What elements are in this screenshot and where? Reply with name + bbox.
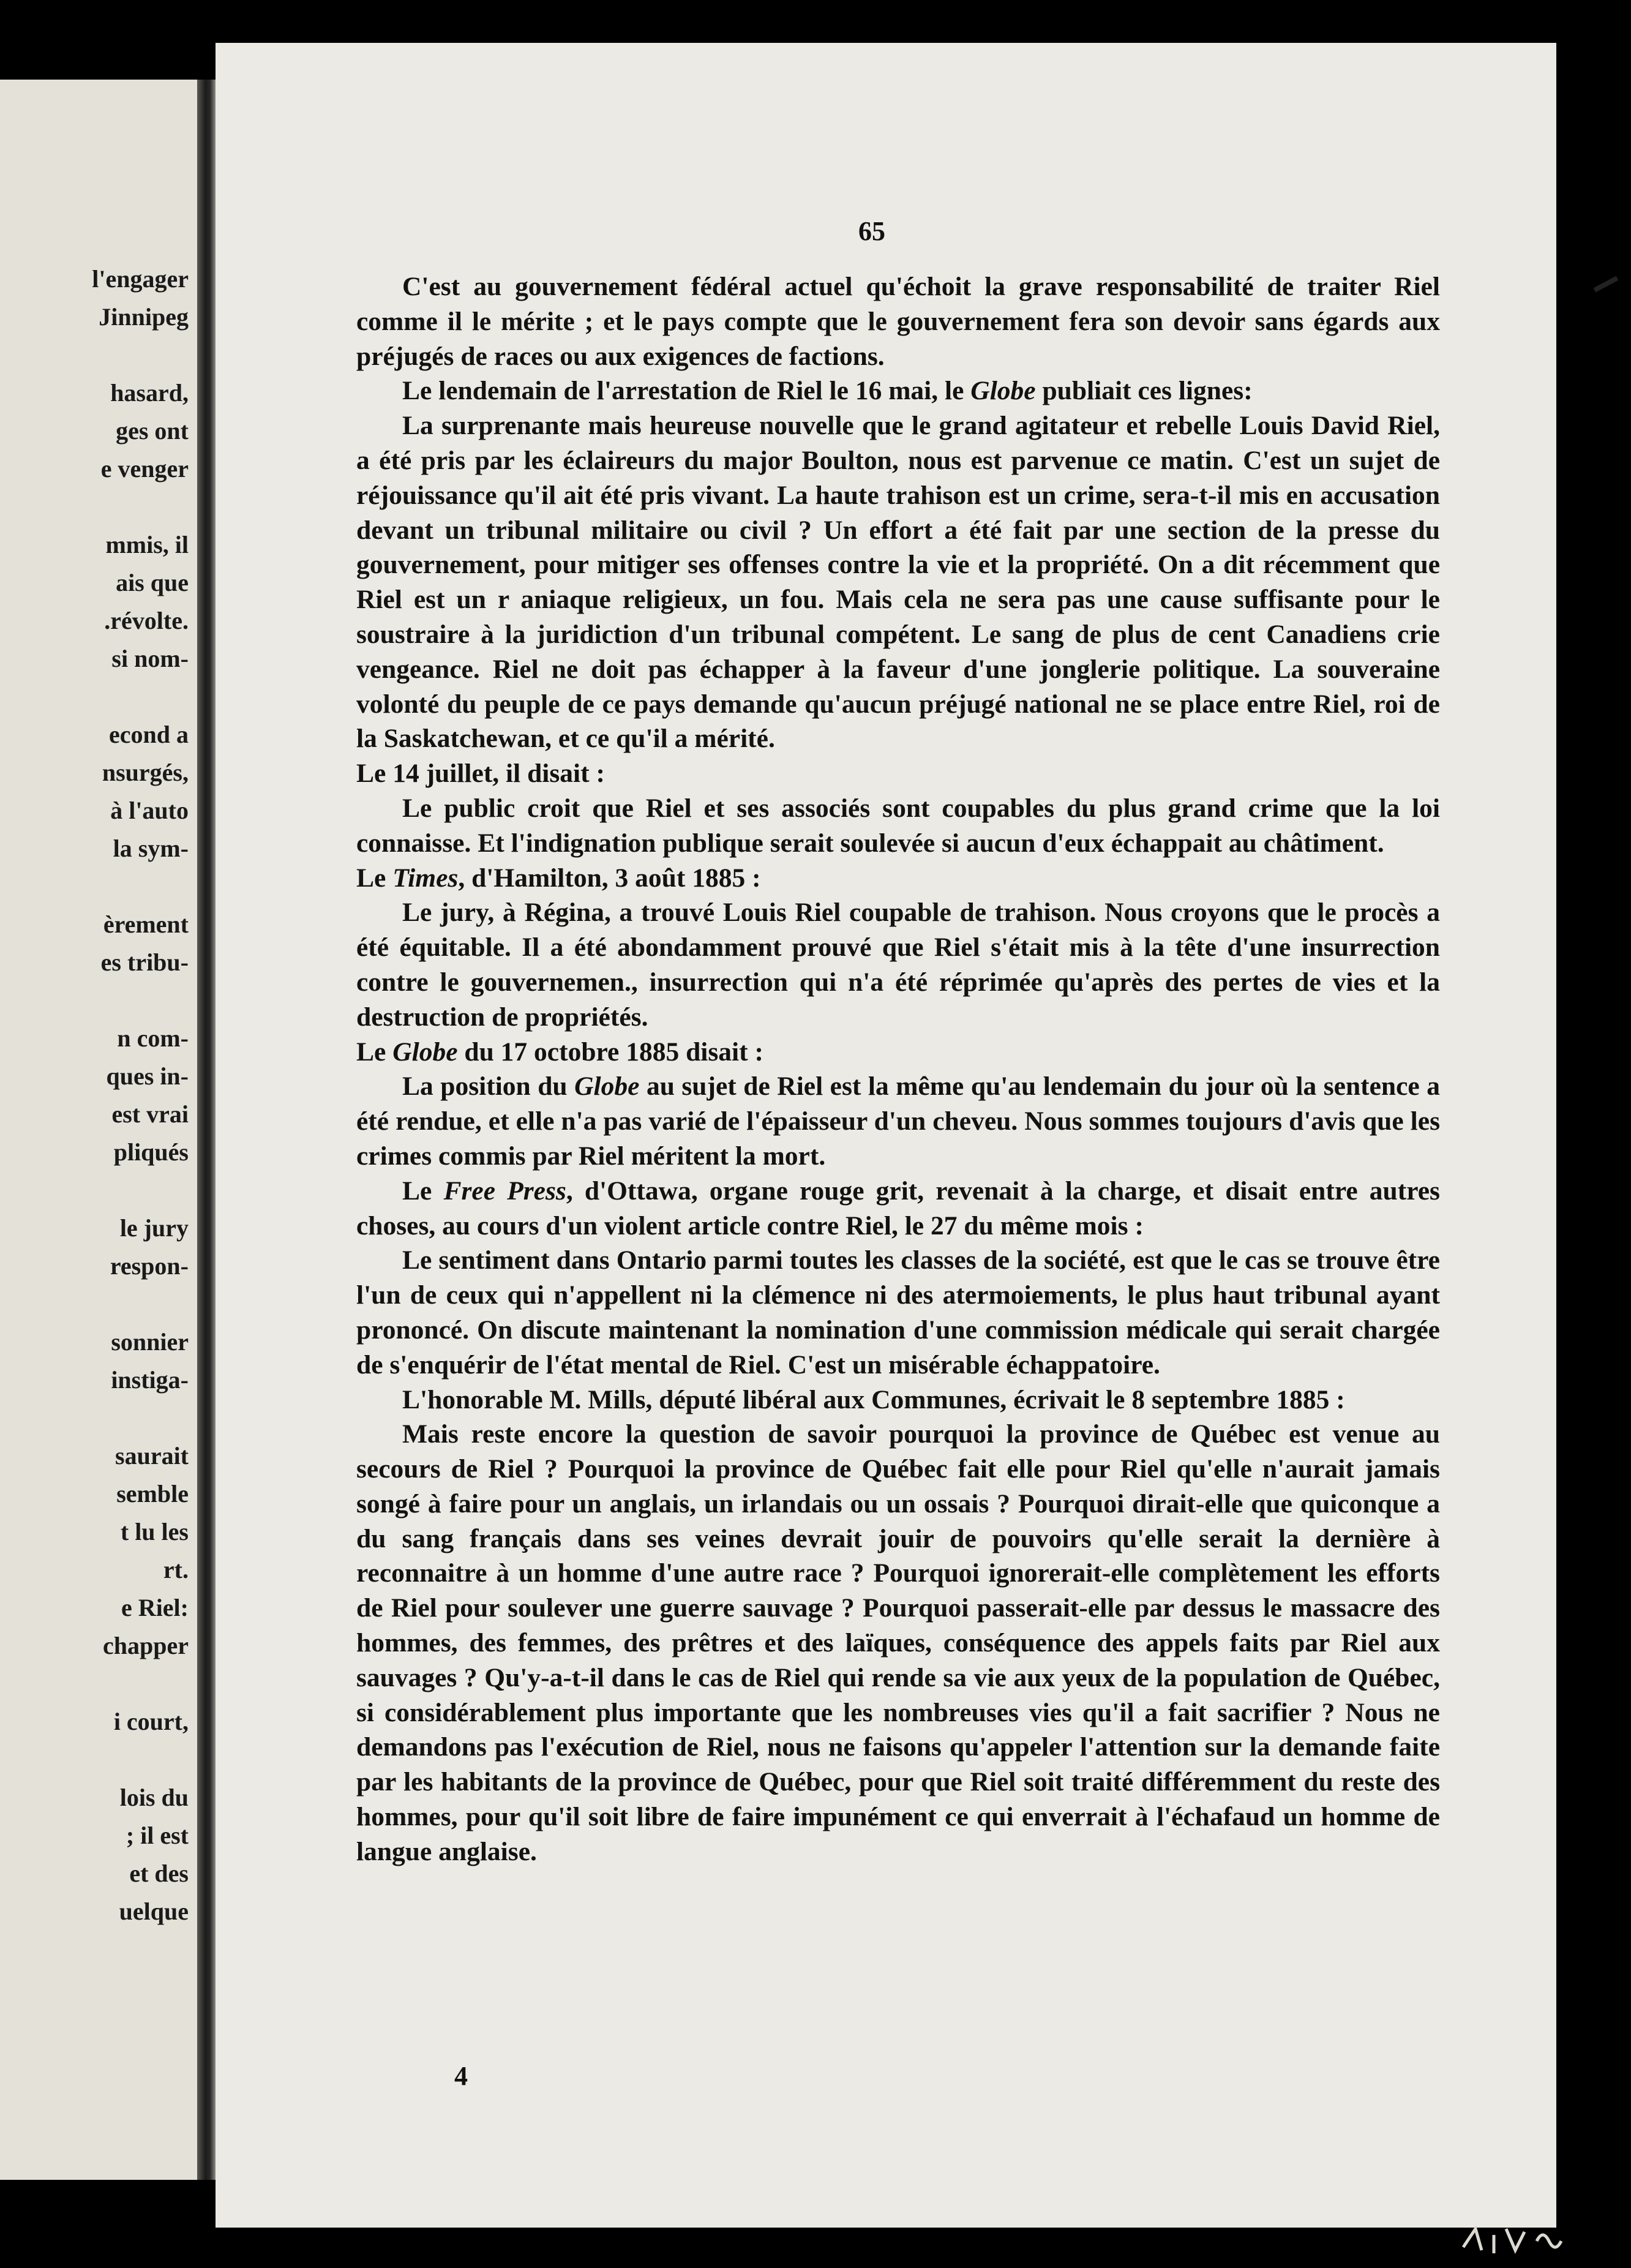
paragraph: La surprenante mais heureuse nouvelle que le grand agitateur et rebelle Louis David Riel, a été pris par les éclaireurs du major Boulton, nous est parvenue ce matin. C'est un sujet de réjouissance qu'il ait été pris vivant. La haute trahison est un crime, sera-t-il mis en accusation devant un tribunal militaire ou civil ? Un effort a été fait par une section de la presse du gouvernement, pour mitiger ses offenses contre la vie et la propriété. On a dit récemment que Riel est un r aniaque religieux, un fou. Mais cela ne sera pas une cause suffisante pour le soustraire à la juridiction d'un tribunal compétent. Le sang de plus de cent Canadiens crie vengeance. Riel ne doit pas échapper à la faveur d'une jonglerie politique. La souveraine volonté du peuple de ce pays demande qu'aucun préjugé national ne se place entre Riel, roi de la Saskatchewan, et ce qu'il a mérité. xyxy=(356,411,1440,754)
paragraph: Le 14 juillet, il disait : xyxy=(356,759,605,789)
italic-title: Globe xyxy=(970,376,1036,406)
left-fragment-line xyxy=(5,336,189,374)
paragraph: Mais reste encore la question de savoir pourquoi la province de Québec est venue au secours de Riel ? Pourquoi la province de Québec fait elle pour Riel qu'elle n'aurait jamais songé à faire pour un anglais, un irlandais ou un ossais ? Pourquoi dirait-elle que quiconque a du sang français dans ses veines devrait jouir de pouvoirs qu'elle serait la dernière à reconnaitre à un homme d'une autre race ? Pourquoi ignorerait-elle complètement les efforts de Riel pour soulever une guerre sauvage ? Pourquoi passerait-elle par dessus le massacre des hommes, des femmes, des prêtres et des laïques, conséquence des appels faits par Riel aux sauvages ? Qu'y-a-t-il dans le cas de Riel qui rende sa vie aux yeux de la population de Québec, si considérablement plus importante que les nombreuses vies qu'il a fait sacrifier ? Nous ne demandons pas l'exécution de Riel, nous ne faisons qu'appeler l'attention sur la demande faite par les habitants de la province de Québec, pour que Riel soit traité différemment du reste des hommes, pour qu'il soit libre de faire impunément ce qui enverrait à l'échafaud un homme de langue anglaise. xyxy=(356,1419,1440,1866)
paragraph: Le sentiment dans Ontario parmi toutes les classes de la société, est que le cas se trouve être l'un de ceux qui n'appellent ni la clémence ni des atermoiements, le plus haut tribunal ayant prononcé. On discute maintenant la nomination d'une commission médicale qui serait chargée de s'enquérir de l'état mental de Riel. C'est un misérable échappatoire. xyxy=(356,1245,1440,1380)
text-run: , d'Hamilton, 3 août 1885 : xyxy=(458,863,761,893)
left-fragment-line: le jury xyxy=(119,1214,189,1242)
page-number: 65 xyxy=(858,216,885,246)
left-fragment-line: i court, xyxy=(113,1708,189,1735)
left-fragment-line: Jinnipeg xyxy=(99,303,189,331)
left-fragment-line xyxy=(5,678,189,716)
left-fragment-line: ; il est xyxy=(126,1822,189,1849)
paragraph: C'est au gouvernement fédéral actuel qu'échoit la grave responsabilité de traiter Riel comme il le mérite ; et le pays compte que le gouvernement fera son devoir sans égards aux préjugés de races ou aux exigences de factions. xyxy=(356,272,1440,371)
text-run: Le xyxy=(356,863,393,893)
left-fragment-line: si nom- xyxy=(111,645,189,672)
left-fragment-line xyxy=(5,1399,189,1437)
paragraph xyxy=(356,374,1440,408)
paragraph: Le public croit que Riel et ses associés sont coupables du plus grand crime que la loi connaisse. Et l'indignation publique serait soulevée si aucun d'eux échappait au châtiment. xyxy=(356,793,1440,858)
left-fragment-line: e Riel: xyxy=(121,1594,189,1621)
left-fragment-line: l'engager xyxy=(92,265,189,293)
left-fragment-line: rt. xyxy=(163,1556,189,1583)
left-fragment-line: sonnier xyxy=(111,1328,189,1356)
left-fragment-line: mmis, il xyxy=(105,531,189,558)
pen-mark xyxy=(1594,276,1619,293)
left-fragment-line: hasard, xyxy=(110,379,189,407)
italic-title: Globe xyxy=(392,1037,458,1067)
left-fragment-line: ais que xyxy=(116,569,189,596)
left-fragment-line: n com- xyxy=(117,1024,189,1052)
left-fragment-line: t lu les xyxy=(120,1518,189,1545)
left-fragment-line: saurait xyxy=(115,1442,189,1470)
italic-title: Free Press xyxy=(443,1176,566,1206)
left-fragment-line: èrement xyxy=(103,911,189,938)
paragraph xyxy=(356,1069,1440,1173)
left-page-edge xyxy=(0,80,197,2180)
text-run: Le xyxy=(356,1037,393,1067)
left-fragment-line: econd a xyxy=(109,721,189,748)
paragraph xyxy=(356,1035,1440,1070)
left-fragment-line xyxy=(5,1285,189,1323)
left-page-fragments xyxy=(5,260,189,1931)
text-run: Le lendemain de l'arrestation de Riel le 16 mai, le xyxy=(402,376,971,406)
text-run: au sujet de Riel est la même qu'au lendemain du jour où la sentence a été rendue, et elle n'a pas varié de l'épaisseur d'un cheveu. Nous sommes toujours d'avis que les crimes commis par Riel méritent la mort. xyxy=(356,1072,1440,1171)
left-fragment-line xyxy=(5,982,189,1019)
corner-scribble-mark xyxy=(1457,2217,1592,2259)
left-fragment-line xyxy=(5,488,189,526)
left-fragment-line: à l'auto xyxy=(110,797,189,824)
signature-mark: 4 xyxy=(454,2061,468,2091)
left-fragment-line: et des xyxy=(129,1860,189,1887)
left-fragment-line: est vrai xyxy=(111,1100,189,1128)
italic-title: Globe xyxy=(574,1072,640,1102)
left-fragment-line: es tribu- xyxy=(100,948,189,976)
left-fragment-line: ques in- xyxy=(106,1062,189,1090)
paragraph: L'honorable M. Mills, député libéral aux Communes, écrivait le 8 septembre 1885 : xyxy=(402,1384,1345,1414)
left-fragment-line: chapper xyxy=(103,1632,189,1659)
left-fragment-line: respon- xyxy=(110,1252,189,1280)
left-fragment-line: lois du xyxy=(119,1784,189,1811)
left-fragment-line xyxy=(5,868,189,906)
left-fragment-line xyxy=(5,1665,189,1703)
left-fragment-line xyxy=(5,1741,189,1779)
paragraph xyxy=(356,861,1440,896)
left-fragment-line: nsurgés, xyxy=(102,759,189,786)
left-fragment-line: .révolte. xyxy=(104,607,189,634)
paragraph: Le jury, à Régina, a trouvé Louis Riel coupable de trahison. Nous croyons que le procès a été équitable. Il a été abondamment prouvé que Riel s'était mis à la tête d'une insurrection contre le gouvernemen., insurrection qui n'a été réprimée qu'après des pertes de vies et la destruction de propriétés. xyxy=(356,898,1440,1032)
page-body-text xyxy=(356,269,1440,1869)
left-fragment-line: semble xyxy=(116,1480,189,1508)
text-run: , d'Ottawa, organe rouge grit, revenait à la charge, et disait entre autres choses, au cours d'un violent article contre Riel, le 27 du même mois : xyxy=(356,1176,1440,1241)
book-gutter xyxy=(197,80,216,2180)
right-page xyxy=(216,43,1556,2228)
left-fragment-line: uelque xyxy=(119,1898,189,1925)
text-run: publiait ces lignes: xyxy=(1035,376,1253,406)
left-fragment-line: e venger xyxy=(100,455,189,483)
left-fragment-line: pliqués xyxy=(113,1138,189,1166)
left-fragment-line: la sym- xyxy=(113,835,189,862)
left-fragment-line xyxy=(5,1171,189,1209)
italic-title: Times xyxy=(392,863,459,893)
text-run: La position du xyxy=(402,1072,575,1102)
left-fragment-line: ges ont xyxy=(116,417,189,445)
text-run: du 17 octobre 1885 disait : xyxy=(457,1037,763,1067)
paragraph xyxy=(356,1174,1440,1244)
text-run: Le xyxy=(402,1176,444,1206)
left-fragment-line: instiga- xyxy=(111,1366,189,1394)
